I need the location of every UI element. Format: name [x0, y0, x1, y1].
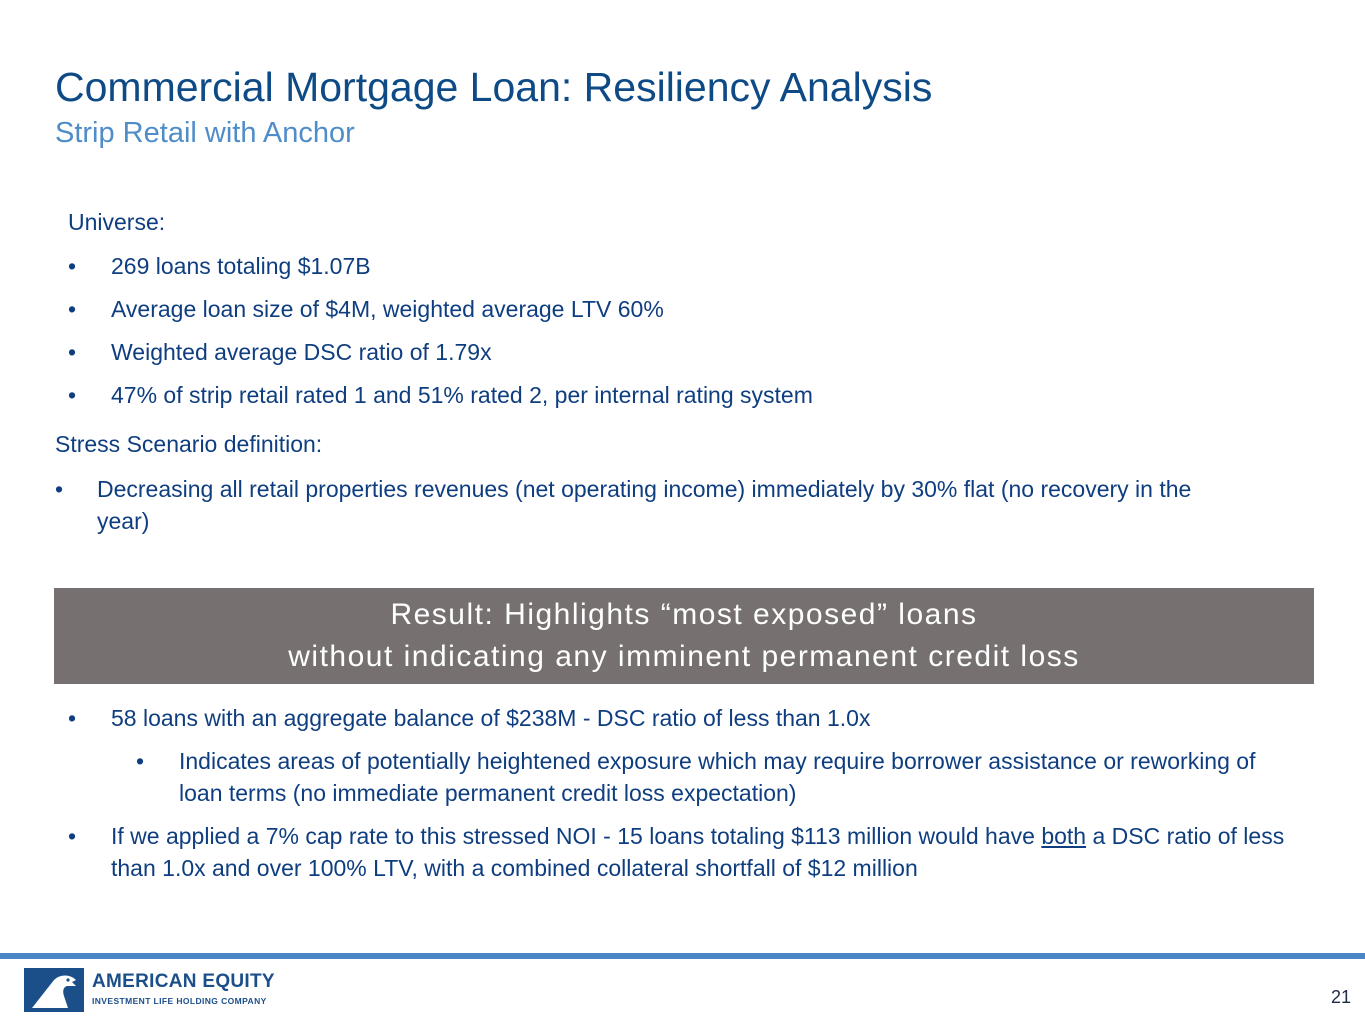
slide-title: Commercial Mortgage Loan: Resiliency Analysis [55, 64, 933, 110]
page-number: 21 [1330, 987, 1351, 1007]
bullet: • [68, 705, 77, 731]
finding-1-text: 58 loans with an aggregate balance of $238M - DSC ratio of less than 1.0x [111, 705, 871, 731]
universe-list [68, 250, 1268, 422]
bullet: • [68, 339, 77, 365]
bullet: • [68, 253, 77, 279]
universe-item-text: 47% of strip retail rated 1 and 51% rated 2, per internal rating system [111, 382, 813, 408]
list-item [68, 293, 1268, 336]
eagle-icon [24, 968, 84, 1012]
logo-tagline: INVESTMENT LIFE HOLDING COMPANY [92, 996, 267, 1006]
finding-2-text [111, 820, 1291, 884]
result-banner [54, 588, 1314, 684]
bullet: • [136, 748, 145, 774]
company-logo [24, 968, 284, 1012]
finding-2-text-start: If we applied a 7% cap rate to this stressed NOI - 15 loans totaling $113 million would have [111, 823, 1042, 849]
universe-item-text: 269 loans totaling $1.07B [111, 253, 371, 279]
universe-item-text: Average loan size of $4M, weighted average LTV 60% [111, 296, 664, 322]
bullet: • [68, 823, 77, 849]
list-item [68, 336, 1268, 379]
finding-2-text-end: a DSC ratio of less than 1.0x and over 100% LTV, with a combined collateral shortfall of $12 million [111, 823, 1285, 881]
logo-name: AMERICAN EQUITY [92, 971, 275, 992]
bullet: • [68, 296, 77, 322]
universe-item-text: Weighted average DSC ratio of 1.79x [111, 339, 492, 365]
finding-1-sub-text: Indicates areas of potentially heightened exposure which may require borrower assistance or reworking of loan terms (no immediate permanent credit loss expectation) [179, 748, 1256, 806]
list-item [68, 250, 1268, 293]
finding-2-emphasis: both [1041, 823, 1087, 849]
result-line-2: without indicating any imminent permanent credit loss [288, 640, 1080, 673]
bullet: • [55, 476, 64, 502]
stress-item-text: Decreasing all retail properties revenues (net operating income) immediately by 30% flat (no recovery in the year) [97, 476, 1192, 534]
bullet: • [68, 382, 77, 408]
stress-scenario-label: Stress Scenario definition: [55, 431, 323, 457]
footer-divider [0, 953, 1365, 959]
result-line-1: Result: Highlights “most exposed” loans [390, 598, 978, 631]
slide-subtitle: Strip Retail with Anchor [55, 117, 355, 149]
universe-label: Universe: [68, 209, 166, 235]
list-item [68, 379, 1268, 422]
